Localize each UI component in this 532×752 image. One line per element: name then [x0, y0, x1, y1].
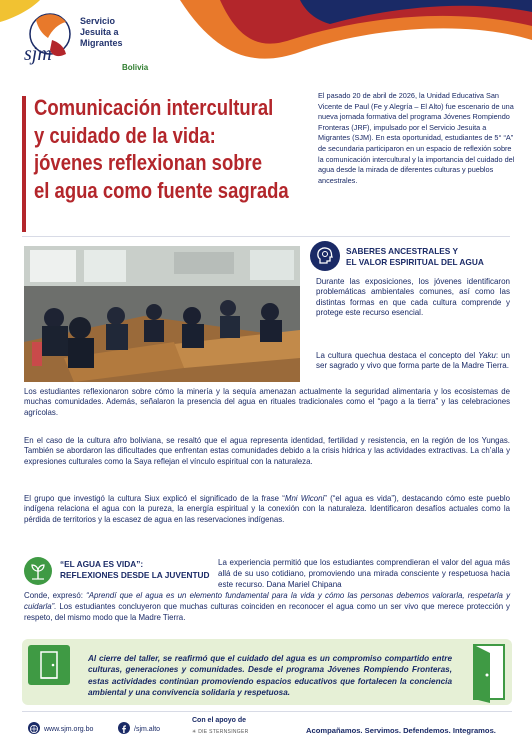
section1-paragraph-1: Durante las exposiciones, los jóvenes identificaron problemáticas ambientales comunes, así como las distintas formas en que cada cultura comprende y protege este recurso esencial.	[316, 277, 510, 318]
head-brain-icon	[310, 241, 340, 271]
closing-box	[22, 639, 512, 705]
body-paragraph-2: En el caso de la cultura afro boliviana, se resaltó que el agua representa identidad, fertilidad y resistencia, en la región de los Yungas. También se abordaron las dificultades que enfrentan estas comunidades debido a la crisis hídrica y las actividades extractivas. La ch’alla y expresiones culturales como la Saya reflejan el vínculo espiritual con la naturaleza.	[24, 436, 510, 466]
section-heading-ancestral	[346, 246, 484, 268]
quote-conclusion: Los estudiantes concluyeron que muchas culturas coinciden en reconocer el agua como un ser vivo que merece protección y respeto, del mismo modo que la Madre Tierra.	[24, 602, 510, 622]
yaku-text-a: La cultura quechua destaca el concepto del	[316, 351, 479, 360]
footer-divider	[22, 711, 512, 712]
door-icon	[28, 645, 70, 685]
globe-web-icon	[28, 722, 40, 734]
open-door-icon	[470, 641, 510, 703]
facebook-icon	[118, 722, 130, 734]
section1-title-line1: SABERES ANCESTRALES Y	[346, 246, 459, 256]
section2-title-line2: REFLEXIONES DESDE LA JUVENTUD	[60, 570, 210, 580]
student-quote: “Aprendí que el agua es un elemento fundamental para la vida y cómo las personas debemos valorarla, respetarla y cuidarla”.	[24, 591, 511, 611]
body-paragraph-1: Los estudiantes reflexionaron sobre cómo la minería y la sequía amenazan actualmente la seguridad alimentaria y los ecosistemas de muchas comunidades. Además, señalaron la presencia del agua en rituales tradicionales como el “pago a la tierra” y las celebraciones agrícolas.	[24, 387, 510, 417]
sprout-icon	[24, 557, 52, 585]
section1-title-line2: EL VALOR ESPIRITUAL DEL AGUA	[346, 257, 484, 267]
section1-paragraph-2	[316, 351, 510, 372]
sternsinger-logo: ✳ DIE STERNSINGER	[192, 729, 249, 735]
sjm-logo	[22, 8, 182, 74]
section2-paragraph-full	[24, 590, 510, 623]
section2-paragraph-right: La experiencia permitió que los estudiantes comprendieran el valor del agua más allá de su uso cotidiano, promoviendo una mirada consciente y respetuosa hacia este recurso. Dana Mariel Chipana	[218, 558, 510, 589]
yaku-term: Yaku	[478, 351, 496, 360]
title-line3: jóvenes reflexionan sobre	[34, 150, 263, 175]
title-line1: Comunicación intercultural	[34, 95, 274, 120]
classroom-photo	[24, 246, 300, 382]
section2-title-line1: “EL AGUA ES VIDA”:	[60, 559, 144, 569]
globe-icon	[22, 10, 74, 66]
siux-text-b: ” (“el agua es vida”), destacando cómo este pueblo indígena relaciona el agua con la pureza, la energía espiritual y la conexión con la naturaleza. Identificaron desafíos actuales como la pérdida de territorios y la escasez de agua en las reservaciones indígenas.	[24, 494, 510, 524]
title-line2: y cuidado de la vida:	[34, 122, 216, 148]
title-accent-bar	[22, 96, 26, 232]
logo-line3: Migrantes	[80, 38, 123, 48]
siux-text-a: El grupo que investigó la cultura Siux explicó el significado de la frase “	[24, 494, 285, 503]
logo-letters: sjm	[24, 43, 52, 65]
title-line4: el agua como fuente sagrada	[34, 177, 289, 203]
social-link[interactable]: /sjm.alto	[134, 726, 161, 733]
support-label: Con el apoyo de	[192, 717, 247, 724]
siux-term: Mni Wiconi	[284, 494, 325, 503]
logo-line2: Jesuita a	[80, 27, 119, 37]
website-link[interactable]: www.sjm.org.bo	[44, 726, 94, 733]
logo-text	[80, 16, 123, 49]
footer-slogan: Acompañamos. Servimos. Defendemos. Integramos.	[306, 726, 496, 735]
yaku-text-b: : un ser sagrado y vivo que forma parte de la Madre Tierra.	[316, 351, 510, 371]
page-title	[34, 94, 289, 204]
support-org: DIE STERNSINGER	[198, 729, 249, 735]
quote-intro: Conde, expresó:	[24, 591, 87, 600]
intro-paragraph: El pasado 20 de abril de 2026, la Unidad Educativa San Vicente de Paul (Fe y Alegría – El Alto) fue escenario de una nueva jornada formativa del programa Jóvenes Rompiendo Fronteras (JRF), impulsado por el Servicio Jesuita a Migrantes (SJM). En esta oportunidad, estudiantes de 5° “A” de secundaria participaron en un espacio de reflexión sobre la comunicación intercultural y la importancia del cuidado del agua desde la mirada de diferentes culturas y pueblos ancestrales.	[318, 91, 515, 185]
logo-country: Bolivia	[122, 63, 149, 72]
body-paragraph-3	[24, 494, 510, 525]
divider	[22, 236, 510, 237]
logo-line1: Servicio	[80, 16, 116, 26]
section-heading-youth	[60, 559, 210, 581]
closing-text: Al cierre del taller, se reafirmó que el cuidado del agua es un compromiso compartido entre culturas, generaciones y comunidades. Desde el programa Jóvenes Rompiendo Fronteras, estas actividades continúan promoviendo espacios educativos que fortalecen la conciencia ambiental y una convivencia solidaria y respetuosa.	[88, 654, 452, 698]
